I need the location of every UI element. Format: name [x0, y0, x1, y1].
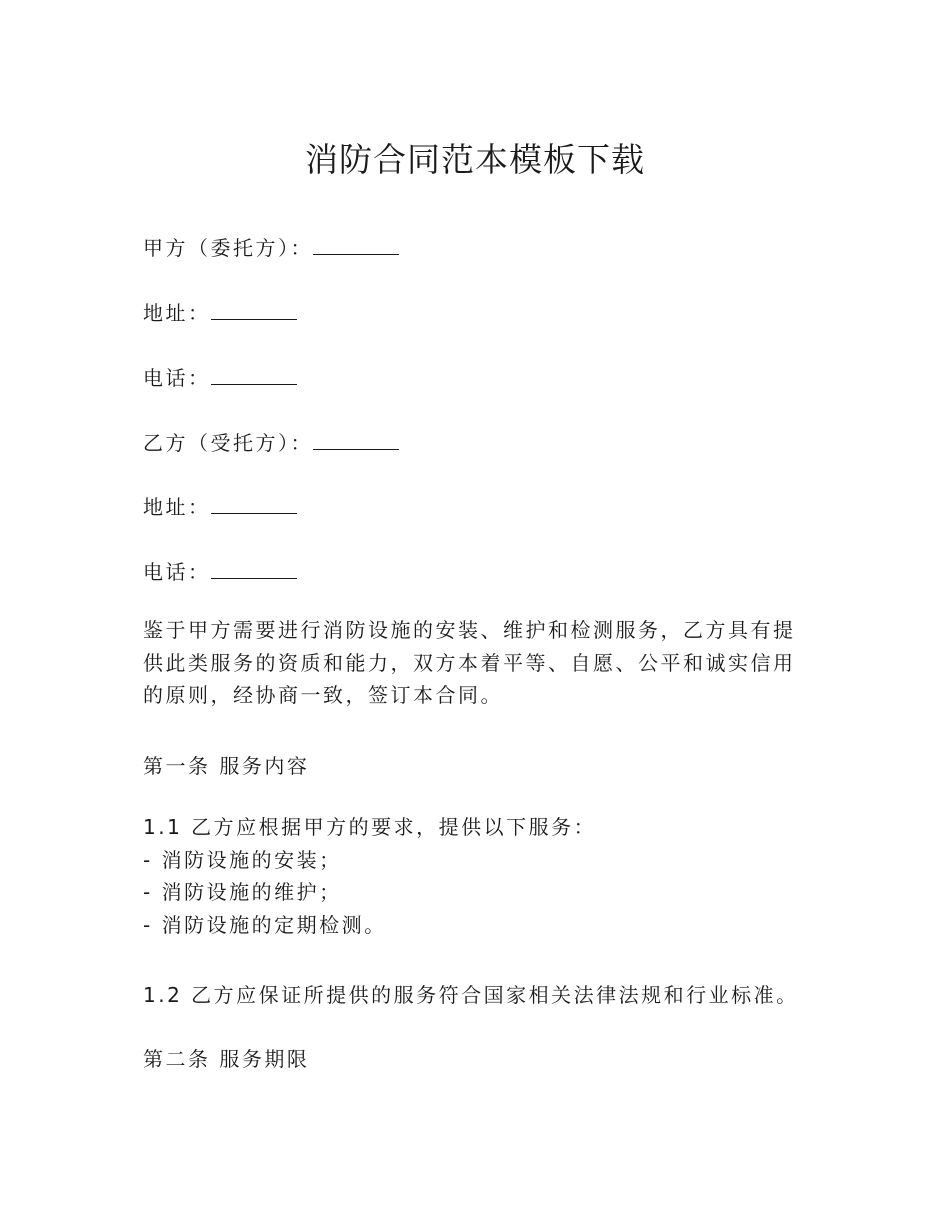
- party-a-address-line: [143, 297, 297, 326]
- party-a-label: 甲方（委托方）：: [143, 236, 313, 260]
- party-b-address-line: [143, 491, 297, 520]
- party-a-blank: [313, 236, 399, 255]
- party-b-blank: [313, 431, 399, 450]
- list-item: - 消防设施的定期检测。: [143, 912, 387, 937]
- article-1-clause-1: [143, 811, 596, 941]
- party-a-line: [143, 232, 399, 261]
- party-a-phone-blank: [211, 366, 297, 385]
- party-a-phone-line: [143, 362, 297, 391]
- party-b-label: 乙方（受托方）：: [143, 431, 313, 455]
- clause-1-1: 1.1 乙方应根据甲方的要求，提供以下服务：: [143, 815, 597, 839]
- clause-1-2: 1.2 乙方应保证所提供的服务符合国家相关法律法规和行业标准。: [143, 983, 799, 1007]
- party-a-phone-label: 电话：: [143, 366, 211, 390]
- party-b-line: [143, 427, 399, 456]
- party-b-address-label: 地址：: [143, 495, 211, 519]
- preamble-paragraph: 鉴于甲方需要进行消防设施的安装、维护和检测服务，乙方具有提供此类服务的资质和能力，双方本着平等、自愿、公平和诚实信用的原则，经协商一致，签订本合同。: [143, 618, 796, 707]
- party-b-address-blank: [211, 495, 297, 514]
- party-a-address-blank: [211, 301, 297, 320]
- list-item: - 消防设施的维护；: [143, 880, 342, 904]
- article-2-heading: 第二条 服务期限: [143, 1047, 310, 1071]
- article-1-heading: 第一条 服务内容: [143, 754, 310, 778]
- document-title: 消防合同范本模板下载: [305, 140, 645, 179]
- party-b-phone-label: 电话：: [143, 560, 211, 584]
- party-a-address-label: 地址：: [143, 301, 211, 325]
- party-b-phone-blank: [211, 560, 297, 579]
- list-item: - 消防设施的安装；: [143, 847, 342, 872]
- party-b-phone-line: [143, 556, 297, 585]
